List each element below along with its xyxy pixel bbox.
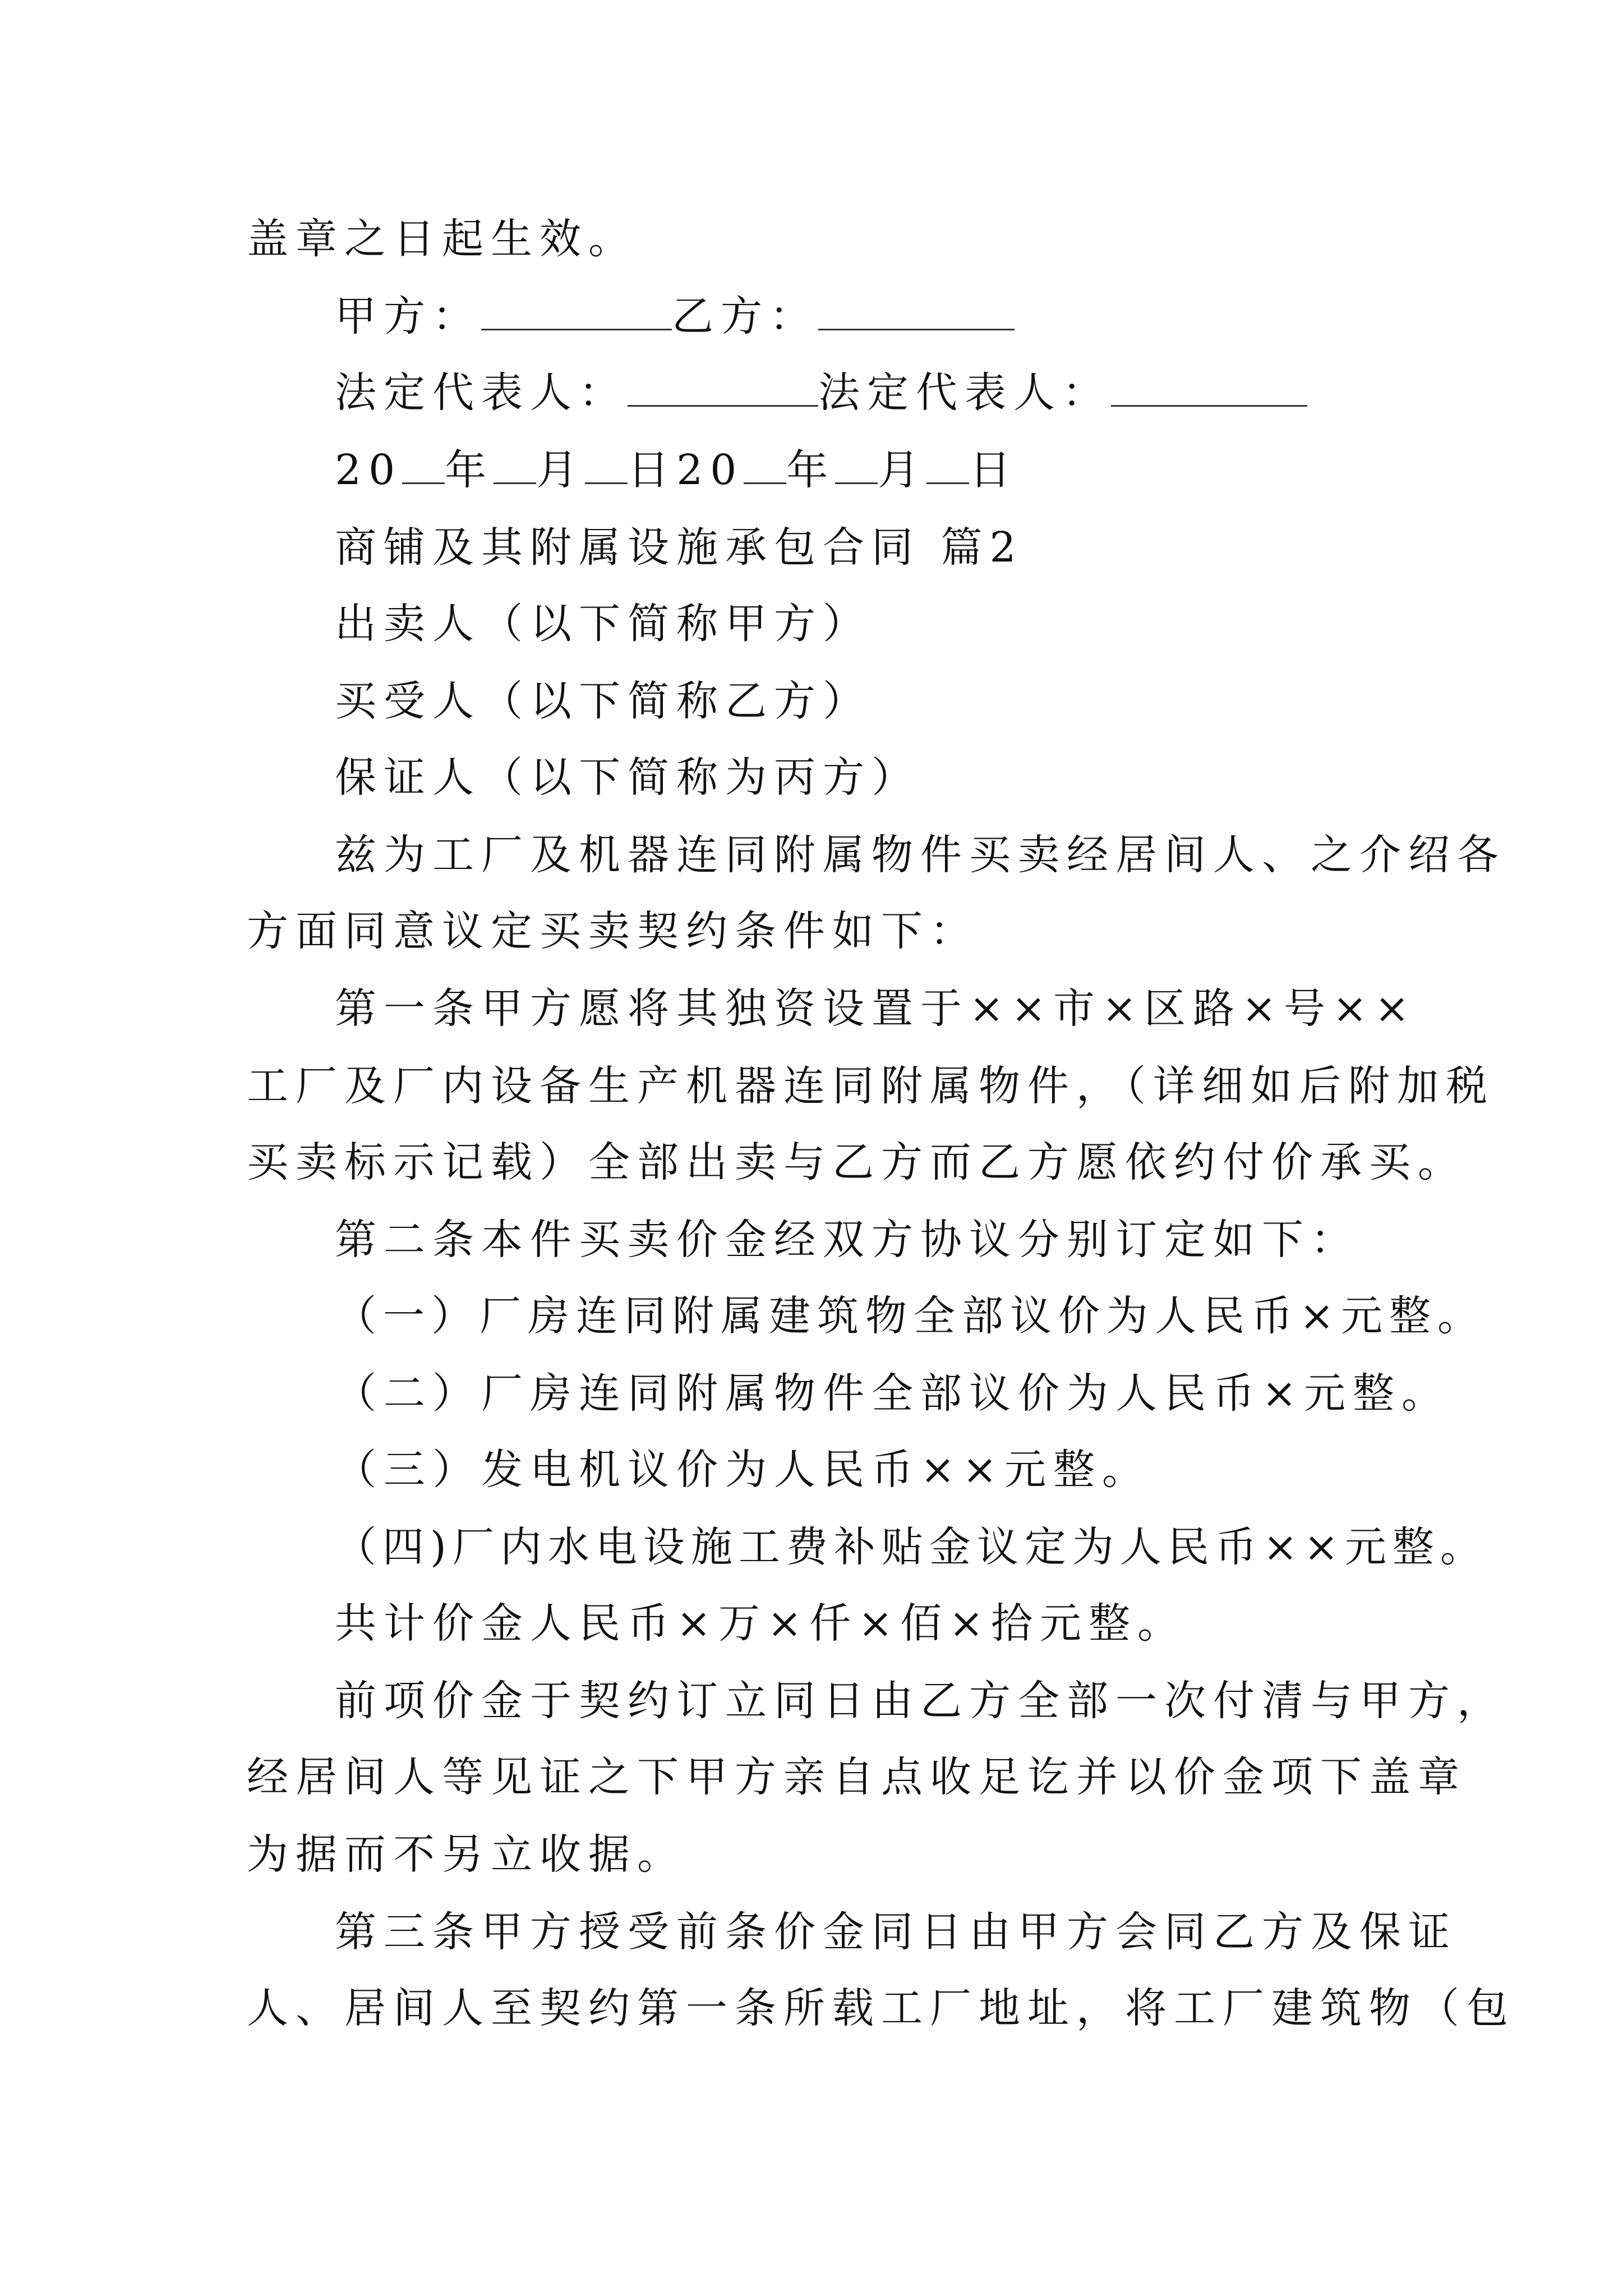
text-line: 第三条甲方授受前条价金同日由甲方会同乙方及保证 [335, 1908, 1457, 1956]
text-line: 盖章之日起生效。 [247, 215, 637, 263]
rep-a-label: 法定代表人： [335, 369, 628, 417]
signature-date-line [335, 442, 1018, 498]
text-line: 为据而不另立收据。 [247, 1830, 686, 1879]
text-line: 第一条甲方愿将其独资设置于××市×区路×号×× [335, 984, 1417, 1033]
text-line: 买受人（以下简称乙方） [335, 677, 872, 725]
year-blank-2[interactable] [744, 448, 786, 484]
day-blank-2[interactable] [926, 448, 969, 484]
text-line: 买卖标示记载）全部出卖与乙方而乙方愿依约付价承买。 [247, 1138, 1467, 1186]
month-label-2: 月 [878, 446, 927, 494]
text-line: 方面同意议定买卖契约条件如下： [247, 907, 979, 955]
month-label-1: 月 [536, 446, 585, 494]
text-line: 兹为工厂及机器连同附属物件买卖经居间人、之介绍各 [335, 831, 1506, 879]
rep-b-label: 法定代表人： [818, 369, 1111, 417]
text-line: 保证人（以下简称为丙方） [335, 753, 920, 802]
text-line: 出卖人（以下简称甲方） [335, 600, 872, 648]
day-label-2: 日 [969, 446, 1018, 494]
text-line: 共计价金人民币×万×仟×佰×拾元整。 [335, 1599, 1187, 1648]
text-line: 前项价金于契约订立同日由乙方全部一次付清与甲方， [335, 1677, 1506, 1725]
rep-a-blank[interactable] [628, 370, 818, 407]
text-line: 经居间人等见证之下甲方亲自点收足讫并以价金项下盖章 [247, 1753, 1467, 1801]
year-prefix-1: 20 [335, 446, 403, 494]
section-heading: 商铺及其附属设施承包合同 篇2 [335, 523, 1023, 572]
text-line: （四)厂内水电设施工费补贴金议定为人民币××元整。 [335, 1523, 1488, 1571]
rep-b-blank[interactable] [1111, 370, 1307, 407]
day-label-1: 日 [628, 446, 677, 494]
month-blank-1[interactable] [494, 448, 536, 484]
text-line: 工厂及厂内设备生产机器连同附属物件，（详细如后附加税 [247, 1062, 1495, 1110]
year-blank-1[interactable] [402, 448, 445, 484]
text-line: 人、居间人至契约第一条所载工厂地址，将工厂建筑物（包 [247, 1984, 1515, 2032]
party-b-label: 乙方： [672, 292, 818, 341]
text-line: （三）发电机议价为人民币××元整。 [335, 1446, 1151, 1494]
party-a-label: 甲方： [335, 292, 481, 341]
year-label-1: 年 [445, 446, 494, 494]
text-line: （一）厂房连同附属建筑物全部议价为人民币×元整。 [335, 1292, 1486, 1340]
signature-rep-line [335, 365, 1307, 421]
text-line: （二）厂房连同附属物件全部议价为人民币×元整。 [335, 1369, 1451, 1418]
party-b-blank[interactable] [818, 294, 1015, 330]
month-blank-2[interactable] [835, 448, 878, 484]
year-prefix-2: 20 [676, 446, 744, 494]
signature-party-line [335, 288, 1015, 344]
day-blank-1[interactable] [585, 448, 628, 484]
year-label-2: 年 [786, 446, 836, 494]
text-line: 第二条本件买卖价金经双方协议分别订定如下： [335, 1216, 1359, 1264]
party-a-blank[interactable] [481, 294, 672, 330]
